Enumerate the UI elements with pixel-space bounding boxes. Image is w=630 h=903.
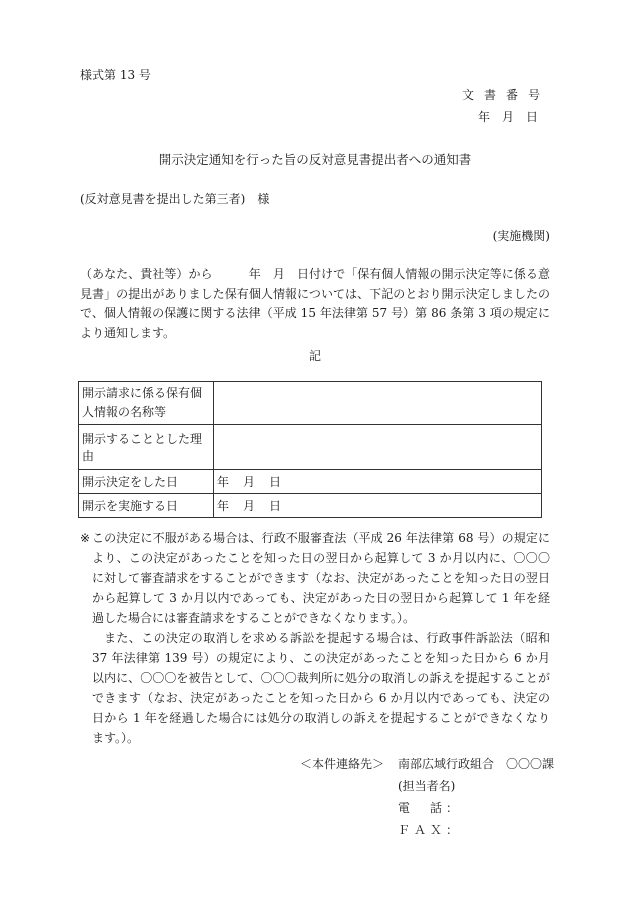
document-title: 開示決定通知を行った旨の反対意見書提出者への通知書 bbox=[158, 152, 472, 167]
note-paragraph-appeal: この決定に不服がある場合は、行政不服審査法（平成 26 年法律第 68 号）の規定により、この決定があったことを知った日の翌日から起算して 3 か月以内に、〇〇〇に対して審査請求をすることができます（なお、決定があったことを知った日の翌日から起算して 3 か月以内であっても、決定があった日の翌日から起算して 1 年を経過した場合には審査請求をすることができなくなります。）。 bbox=[92, 531, 550, 625]
year-label: 年 bbox=[217, 475, 230, 489]
row-label: 開示を実施する日 bbox=[79, 494, 214, 518]
day-label: 日 bbox=[269, 475, 282, 489]
note-mark: ※ bbox=[80, 531, 91, 545]
contact-organization: 南部広域行政組合 〇〇〇課 bbox=[398, 757, 555, 771]
date-label: 年月日 bbox=[477, 110, 550, 124]
recipient-line: (反対意見書を提出した第三者) 様 bbox=[80, 192, 270, 206]
month-label: 月 bbox=[243, 499, 256, 513]
row-label: 開示決定をした日 bbox=[79, 470, 214, 494]
row-value bbox=[214, 382, 542, 425]
day-label: 日 bbox=[269, 499, 282, 513]
notification-body: （あなた、貴社等）から 年 月 日付けで「保有個人情報の開示決定等に係る意見書」の提出がありました保有個人情報については、下記のとおり開示決定しましたので、個人情報の保護に関する法律（平成 15 年法律第 57 号）第 86 条第 3 項の規定により通知します。 bbox=[80, 267, 550, 340]
note-section bbox=[80, 528, 550, 748]
form-number: 様式第 13 号 bbox=[80, 68, 151, 82]
table-row bbox=[79, 425, 542, 470]
table-row bbox=[79, 470, 542, 494]
disclosure-info-table bbox=[78, 381, 542, 518]
month-label: 月 bbox=[243, 475, 256, 489]
contact-fax: ＦＡＸ： bbox=[398, 823, 463, 837]
document-number-label: 文書番号 bbox=[461, 88, 550, 102]
contact-person: (担当者名) bbox=[398, 779, 456, 793]
table-row bbox=[79, 494, 542, 518]
contact-phone: 電 話： bbox=[398, 801, 463, 815]
year-label: 年 bbox=[217, 499, 230, 513]
note-paragraph-lawsuit: また、この決定の取消しを求める訴訟を提起する場合は、行政事件訴訟法（昭和 37 年法律第 139 号）の規定により、この決定があったことを知った日から 6 か月以内に、〇〇〇を被告として、〇〇〇裁判所に処分の取消しの訴えを提起することができます（なお、決定があったことを知った日から 6 か月以内であっても、決定の日から 1 年を経過した場合には処分の取消しの訴えを提起することができなくなります。）。 bbox=[92, 631, 550, 745]
table-row bbox=[79, 382, 542, 425]
row-value-date bbox=[214, 470, 542, 494]
agency-label: (実施機関) bbox=[492, 229, 550, 243]
row-value-date bbox=[214, 494, 542, 518]
row-label: 開示請求に係る保有個人情報の名称等 bbox=[79, 382, 214, 425]
row-value bbox=[214, 425, 542, 470]
contact-label: ＜本件連絡先＞ bbox=[300, 757, 385, 771]
row-label: 開示することとした理由 bbox=[79, 425, 214, 470]
ki-heading: 記 bbox=[308, 349, 321, 363]
